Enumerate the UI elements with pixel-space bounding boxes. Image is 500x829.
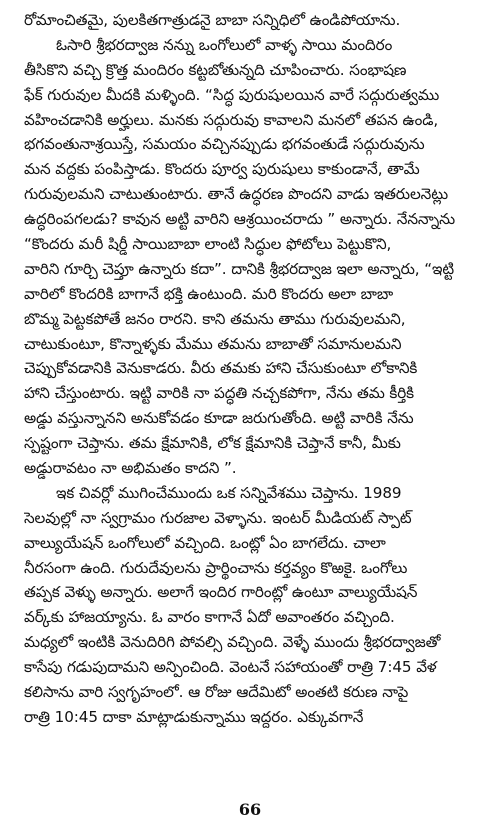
text-line: వహించడానికి అర్హులు. మనకు సద్గురువు కావాలని మనలో తపన ఉండి,: [24, 110, 439, 129]
body-text: [24, 8, 480, 730]
text-line: రాత్రి 10:45 దాకా మాట్లాడుకున్నాము ఇద్దరం. ఎక్కువగానే: [24, 707, 364, 726]
text-line: రోమాంచితమై, పులకితగాత్రుడనై బాబా సన్నిధిలో ఉండిపోయాను.: [24, 11, 401, 29]
page-number: 66: [238, 800, 262, 819]
text-line: స్పష్టంగా చెప్తాను. తమ క్షేమానికి, లోక క్షేమానికి చెప్తానే కానీ, మీకు: [24, 434, 401, 453]
text-line: హాని చేస్తుంటారు. ఇట్టి వారికి నా పద్ధతి నచ్చకపోగా, నేను తమ కీర్తికి: [24, 384, 414, 403]
text-line: గురువులమని చాటుతుంటారు. తానే ఉద్ధరణ పొందని వాడు ఇతరులనెట్లు: [24, 185, 449, 204]
text-line: వాల్యుయేషన్ ఒంగోలులో వచ్చింది. ఒంట్లో ఏం బాగలేదు. చాలా: [24, 533, 386, 552]
text-line: ఫేక్ గురువుల మీదకి మళ్ళింది. “సిద్ధ పురుషులయిన వారే సద్గురుత్వము: [24, 85, 440, 104]
text-line: మన వద్దకు పంపిస్తాడు. కొందరు పూర్వ పురుషులు కాకుండానే, తామే: [24, 160, 420, 179]
text-line: కలిసాను వారి స్వగృహంలో. ఆ రోజు ఆదేమిటో అంతటి కరుణ నాపై: [24, 683, 409, 702]
text-line: అడ్డు వస్తున్నానని అనుకోవడం కూడా జరుగుతోంది. అట్టి వారికి నేను: [24, 409, 414, 428]
text-line: కాసేపు గడుపుదామని అన్పించింది. వెంటనే సహాయంతో రాత్రి 7:45 వేళ: [24, 658, 437, 677]
text-line: మధ్యలో ఇంటికి వెనుదిరిగి పోవల్సి వచ్చింది. వెళ్ళే ముందు శ్రీభరద్వాజతో: [24, 633, 441, 652]
text-line: ఓసారి శ్రీభరద్వాజ నన్ను ఒంగోలులో వాళ్ళ సాయి మందిరం: [56, 35, 393, 54]
text-line: వారిలో కొందరికి బాగానే భక్తి ఉంటుంది. మరి కొందరు అలా బాబా: [24, 284, 394, 303]
text-line: చాటుకుంటూ, కొన్నాళ్ళకు మేము తమను బాబాతో సమానులమని: [24, 334, 402, 353]
text-line: భగవంతునాశ్రయిస్తే, సమయం వచ్చినప్పుడు భగవంతుడే సద్గురువును: [24, 135, 425, 154]
text-line: “కొందరు మరీ షిర్డీ సాయిబాబా లాంటి సిద్ధుల ఫోటోలు పెట్టుకొని,: [24, 235, 392, 254]
text-line: ఉద్ధరింపగలడు? కావున అట్టి వారిని ఆశ్రయించరాదు ” అన్నారు. నేనన్నాను: [24, 210, 455, 229]
text-line: తీసికొని వచ్చి క్రొత్త మందిరం కట్టబోతున్నది చూపించారు. సంభాషణ: [24, 60, 407, 79]
text-line: ఇక చివర్లో ముగించేముందు ఒక సన్నివేశము చెప్తాను. 1989: [56, 483, 402, 502]
text-line: నీరసంగా ఉంది. గురుదేవులను ప్రార్థించాను కర్తవ్యం కొఱకై. ఒంగోలు: [24, 558, 408, 577]
text-line: తప్పక వెళ్ళు అన్నారు. అలాగే ఇందిర గారింట్లో ఉంటూ వాల్యుయేషన్: [24, 583, 418, 602]
text-line: అడ్డురావటం నా అభిమతం కాదని ”.: [24, 459, 237, 478]
text-line: వర్క్‌కు హాజయ్యాను. ఓ వారం కాగానే ఏదో అవాంతరం వచ్చింది.: [24, 608, 395, 627]
text-line: వారిని గూర్చి చెప్తూ ఉన్నారు కదా”. దానికి శ్రీభరద్వాజ ఇలా అన్నారు, “ఇట్టి: [24, 259, 454, 278]
text-line: సెలవుల్లో నా స్వగ్రామం గురజాల వెళ్ళాను. ఇంటర్ మీడియట్ స్పాట్: [24, 508, 412, 527]
text-line: చెప్పుకోవడానికి వెనుకాడరు. వీరు తమకు హాని చేసుకుంటూ లోకానికి: [24, 359, 418, 378]
text-line: బొమ్మ పెట్టకపోతే జనం రారని. కాని తమను తాము గురువులమని,: [24, 309, 406, 328]
